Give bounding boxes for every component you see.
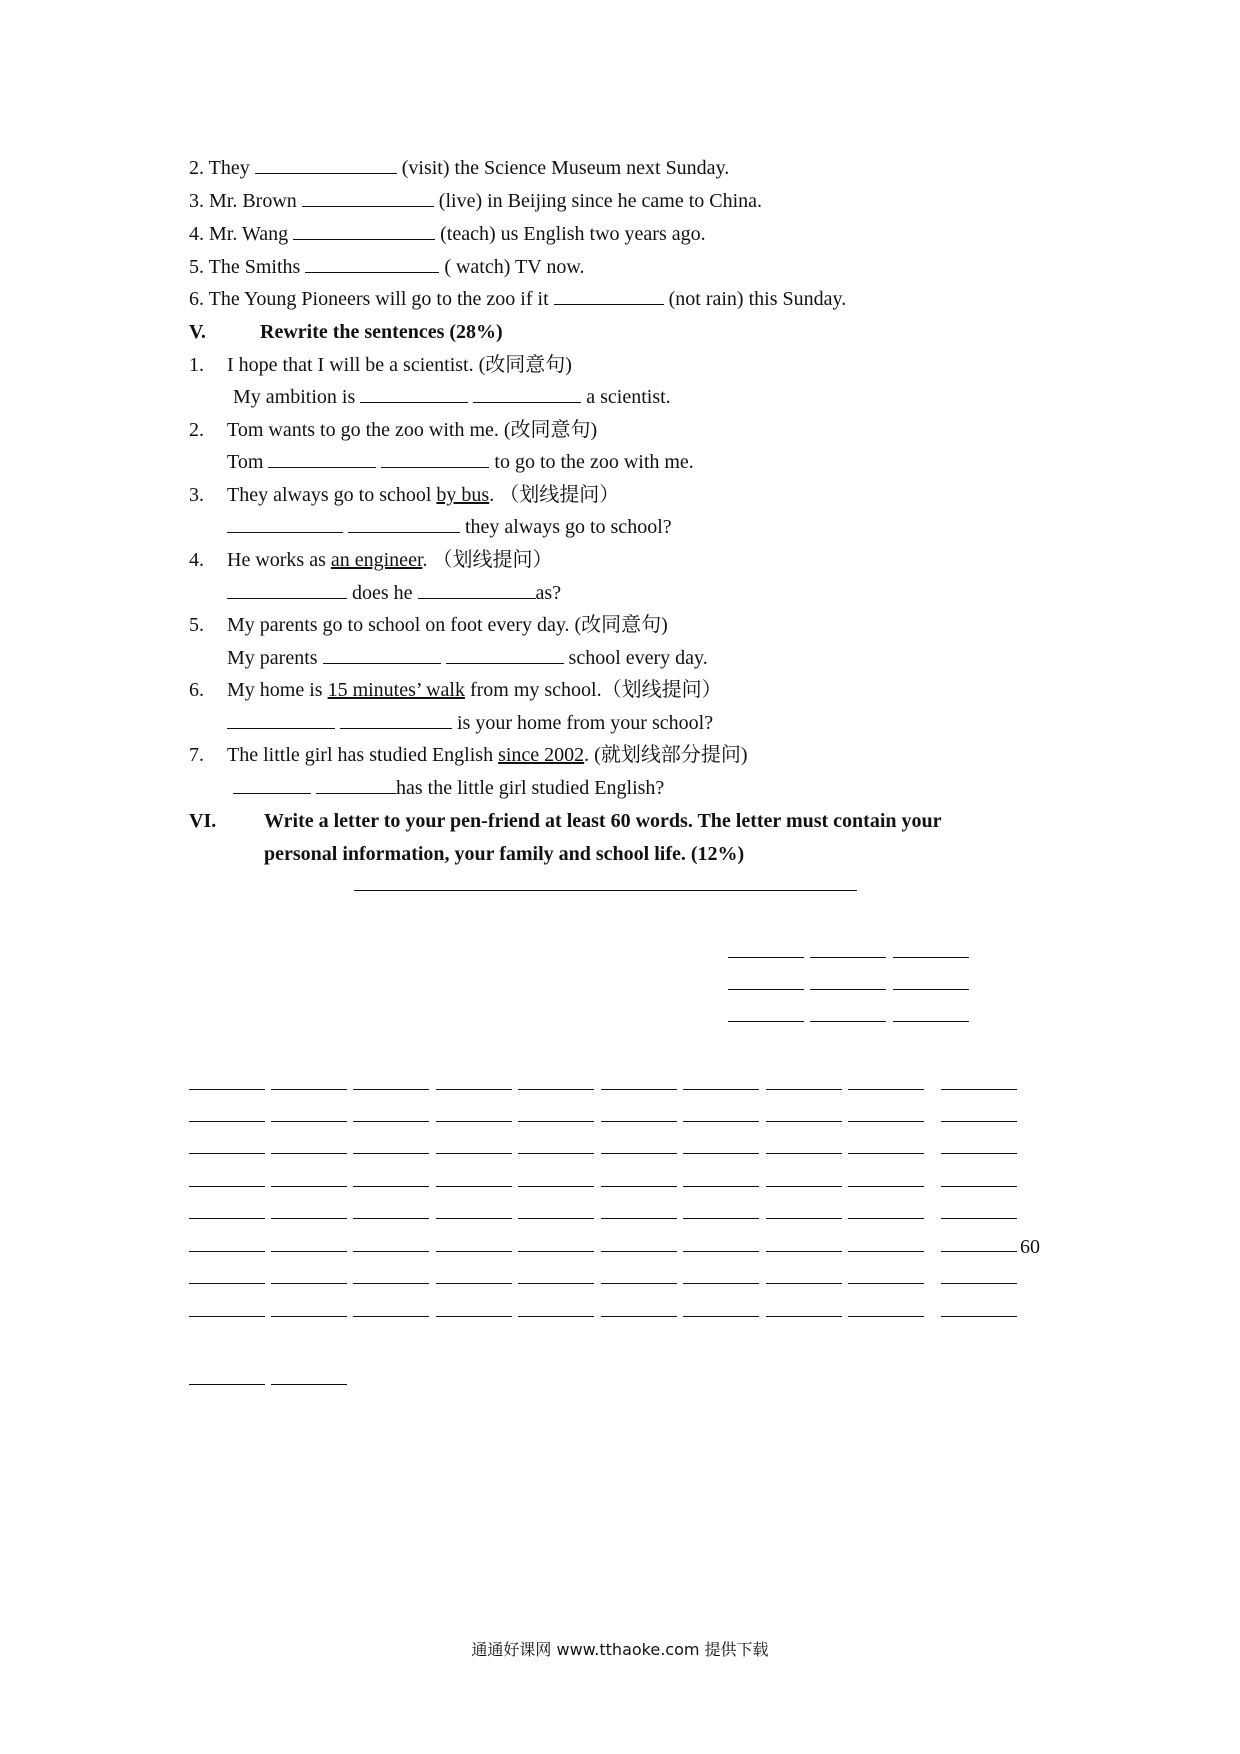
- letter-title-line[interactable]: [354, 890, 857, 891]
- rewrite-item-3-answer: they always go to school?: [227, 512, 672, 542]
- answer-blank[interactable]: [381, 448, 489, 468]
- answer-blank[interactable]: [446, 644, 564, 664]
- writing-line-segment[interactable]: [271, 1251, 347, 1252]
- writing-line-segment[interactable]: [189, 1251, 265, 1252]
- writing-line-segment[interactable]: [518, 1316, 594, 1317]
- writing-line-segment[interactable]: [848, 1251, 924, 1252]
- writing-line-segment[interactable]: [436, 1121, 512, 1122]
- writing-line-segment[interactable]: [518, 1153, 594, 1154]
- writing-line-segment[interactable]: [436, 1316, 512, 1317]
- writing-line-segment[interactable]: [601, 1251, 677, 1252]
- writing-line-segment[interactable]: [271, 1186, 347, 1187]
- writing-line-segment[interactable]: [683, 1316, 759, 1317]
- writing-line-segment[interactable]: [683, 1121, 759, 1122]
- writing-line-segment[interactable]: [766, 1316, 842, 1317]
- writing-line-segment[interactable]: [810, 989, 886, 990]
- writing-line-segment[interactable]: [766, 1121, 842, 1122]
- tense-item-4: 4. Mr. Wang (teach) us English two years ago.: [189, 219, 706, 249]
- writing-line-segment[interactable]: [683, 1251, 759, 1252]
- tense-item-5: 5. The Smiths ( watch) TV now.: [189, 252, 584, 282]
- writing-line-segment[interactable]: [893, 989, 969, 990]
- answer-blank[interactable]: [316, 774, 396, 794]
- writing-line-segment[interactable]: [436, 1186, 512, 1187]
- writing-line-segment[interactable]: [893, 957, 969, 958]
- writing-line-segment[interactable]: [189, 1186, 265, 1187]
- section-6-heading-cont: personal information, your family and school life. (12%): [264, 843, 745, 865]
- answer-blank[interactable]: [554, 285, 664, 305]
- writing-line-segment[interactable]: [848, 1089, 924, 1090]
- writing-line-segment[interactable]: [353, 1153, 429, 1154]
- answer-blank[interactable]: [473, 383, 581, 403]
- writing-line-segment[interactable]: [189, 1316, 265, 1317]
- rewrite-item-3-question: 3. They always go to school by bus. （划线提问）: [189, 484, 620, 506]
- rewrite-item-6-answer: is your home from your school?: [227, 708, 713, 738]
- rewrite-item-5-question: 5. My parents go to school on foot every day. (改同意句): [189, 614, 668, 636]
- rewrite-item-4-question: 4. He works as an engineer. （划线提问）: [189, 549, 553, 571]
- writing-line-segment[interactable]: [848, 1186, 924, 1187]
- writing-line-segment[interactable]: [518, 1121, 594, 1122]
- writing-line-segment[interactable]: [941, 1121, 1017, 1122]
- writing-line-segment[interactable]: [941, 1153, 1017, 1154]
- writing-line-segment[interactable]: [353, 1316, 429, 1317]
- writing-line-segment[interactable]: [766, 1153, 842, 1154]
- writing-line-segment[interactable]: [728, 989, 804, 990]
- rewrite-item-7-answer: has the little girl studied English?: [233, 773, 664, 803]
- rewrite-item-4-answer: does he as?: [227, 578, 561, 608]
- tense-item-3: 3. Mr. Brown (live) in Beijing since he came to China.: [189, 186, 762, 216]
- writing-line-segment[interactable]: [189, 1153, 265, 1154]
- writing-line-segment[interactable]: [271, 1384, 347, 1385]
- writing-line-segment[interactable]: [941, 1218, 1017, 1219]
- writing-line-segment[interactable]: [766, 1089, 842, 1090]
- writing-line-segment[interactable]: [436, 1218, 512, 1219]
- writing-line-segment[interactable]: [848, 1316, 924, 1317]
- writing-line-segment[interactable]: [436, 1251, 512, 1252]
- writing-line-segment[interactable]: [810, 1021, 886, 1022]
- writing-line-segment[interactable]: [848, 1121, 924, 1122]
- writing-line-segment[interactable]: [353, 1283, 429, 1284]
- writing-line-segment[interactable]: [683, 1218, 759, 1219]
- section-5-heading: V. Rewrite the sentences (28%): [189, 321, 503, 343]
- writing-line-segment[interactable]: [518, 1251, 594, 1252]
- writing-line-segment[interactable]: [189, 1384, 265, 1385]
- writing-line-segment[interactable]: [353, 1218, 429, 1219]
- tense-item-2: 2. They (visit) the Science Museum next Sunday.: [189, 153, 729, 183]
- writing-line-segment[interactable]: [189, 1283, 265, 1284]
- writing-line-segment[interactable]: [518, 1186, 594, 1187]
- writing-line-segment[interactable]: [810, 957, 886, 958]
- writing-line-segment[interactable]: [601, 1153, 677, 1154]
- tense-item-6: 6. The Young Pioneers will go to the zoo if it (not rain) this Sunday.: [189, 284, 846, 314]
- writing-line-segment[interactable]: [518, 1089, 594, 1090]
- answer-blank[interactable]: [227, 579, 347, 599]
- writing-line-segment[interactable]: [766, 1218, 842, 1219]
- writing-line-segment[interactable]: [893, 1021, 969, 1022]
- writing-line-segment[interactable]: [189, 1218, 265, 1219]
- writing-line-segment[interactable]: [271, 1218, 347, 1219]
- writing-line-segment[interactable]: [189, 1121, 265, 1122]
- writing-line-segment[interactable]: [353, 1089, 429, 1090]
- rewrite-item-7-question: 7. The little girl has studied English since 2002. (就划线部分提问): [189, 744, 748, 766]
- rewrite-item-2-question: 2. Tom wants to go the zoo with me. (改同意句): [189, 419, 598, 441]
- writing-line-segment[interactable]: [728, 1021, 804, 1022]
- answer-blank[interactable]: [293, 220, 435, 240]
- writing-line-segment[interactable]: [848, 1218, 924, 1219]
- answer-blank[interactable]: [305, 253, 439, 273]
- writing-line-segment[interactable]: [436, 1283, 512, 1284]
- answer-blank[interactable]: [227, 709, 335, 729]
- writing-line-segment[interactable]: [601, 1316, 677, 1317]
- answer-blank[interactable]: [227, 513, 343, 533]
- writing-line-segment[interactable]: [271, 1316, 347, 1317]
- answer-blank[interactable]: [348, 513, 460, 533]
- writing-line-segment[interactable]: [601, 1283, 677, 1284]
- writing-line-segment[interactable]: [271, 1121, 347, 1122]
- writing-line-segment[interactable]: [353, 1251, 429, 1252]
- page-footer: 通通好课网 www.tthaoke.com 提供下载: [471, 1640, 769, 1659]
- writing-line-segment[interactable]: [271, 1153, 347, 1154]
- rewrite-item-1-answer: My ambition is a scientist.: [233, 382, 671, 412]
- writing-line-segment[interactable]: [683, 1153, 759, 1154]
- writing-line-segment[interactable]: [271, 1283, 347, 1284]
- writing-line-segment[interactable]: [601, 1218, 677, 1219]
- answer-blank[interactable]: [323, 644, 441, 664]
- writing-line-segment[interactable]: [766, 1186, 842, 1187]
- writing-line-segment[interactable]: [271, 1089, 347, 1090]
- writing-line-segment[interactable]: [353, 1186, 429, 1187]
- writing-line-segment[interactable]: [766, 1283, 842, 1284]
- writing-line-segment[interactable]: [848, 1283, 924, 1284]
- writing-line-segment[interactable]: [189, 1089, 265, 1090]
- writing-line-segment[interactable]: [766, 1251, 842, 1252]
- writing-line-segment[interactable]: [683, 1089, 759, 1090]
- writing-line-segment[interactable]: [436, 1153, 512, 1154]
- writing-line-segment[interactable]: [848, 1153, 924, 1154]
- writing-line-segment[interactable]: [941, 1283, 1017, 1284]
- answer-blank[interactable]: [302, 187, 434, 207]
- writing-line-segment[interactable]: [941, 1251, 1017, 1252]
- writing-line-segment[interactable]: [518, 1218, 594, 1219]
- writing-line-segment[interactable]: [601, 1089, 677, 1090]
- answer-blank[interactable]: [255, 154, 397, 174]
- writing-line-segment[interactable]: [353, 1121, 429, 1122]
- rewrite-item-6-question: 6. My home is 15 minutes’ walk from my school.（划线提问）: [189, 679, 722, 701]
- word-count-marker: 60: [1020, 1236, 1040, 1258]
- answer-blank[interactable]: [360, 383, 468, 403]
- answer-blank[interactable]: [418, 579, 536, 599]
- rewrite-item-1-question: 1. I hope that I will be a scientist. (改同意句): [189, 354, 572, 376]
- writing-line-segment[interactable]: [683, 1186, 759, 1187]
- rewrite-item-2-answer: Tom to go to the zoo with me.: [227, 447, 694, 477]
- writing-line-segment[interactable]: [518, 1283, 594, 1284]
- answer-blank[interactable]: [233, 774, 311, 794]
- writing-line-segment[interactable]: [941, 1089, 1017, 1090]
- rewrite-item-5-answer: My parents school every day.: [227, 643, 708, 673]
- section-6-heading: VI. Write a letter to your pen-friend at least 60 words. The letter must contain your: [189, 810, 942, 832]
- answer-blank[interactable]: [268, 448, 376, 468]
- writing-line-segment[interactable]: [436, 1089, 512, 1090]
- writing-line-segment[interactable]: [683, 1283, 759, 1284]
- writing-line-segment[interactable]: [728, 957, 804, 958]
- writing-line-segment[interactable]: [941, 1316, 1017, 1317]
- writing-line-segment[interactable]: [601, 1186, 677, 1187]
- answer-blank[interactable]: [340, 709, 452, 729]
- writing-line-segment[interactable]: [601, 1121, 677, 1122]
- writing-line-segment[interactable]: [941, 1186, 1017, 1187]
